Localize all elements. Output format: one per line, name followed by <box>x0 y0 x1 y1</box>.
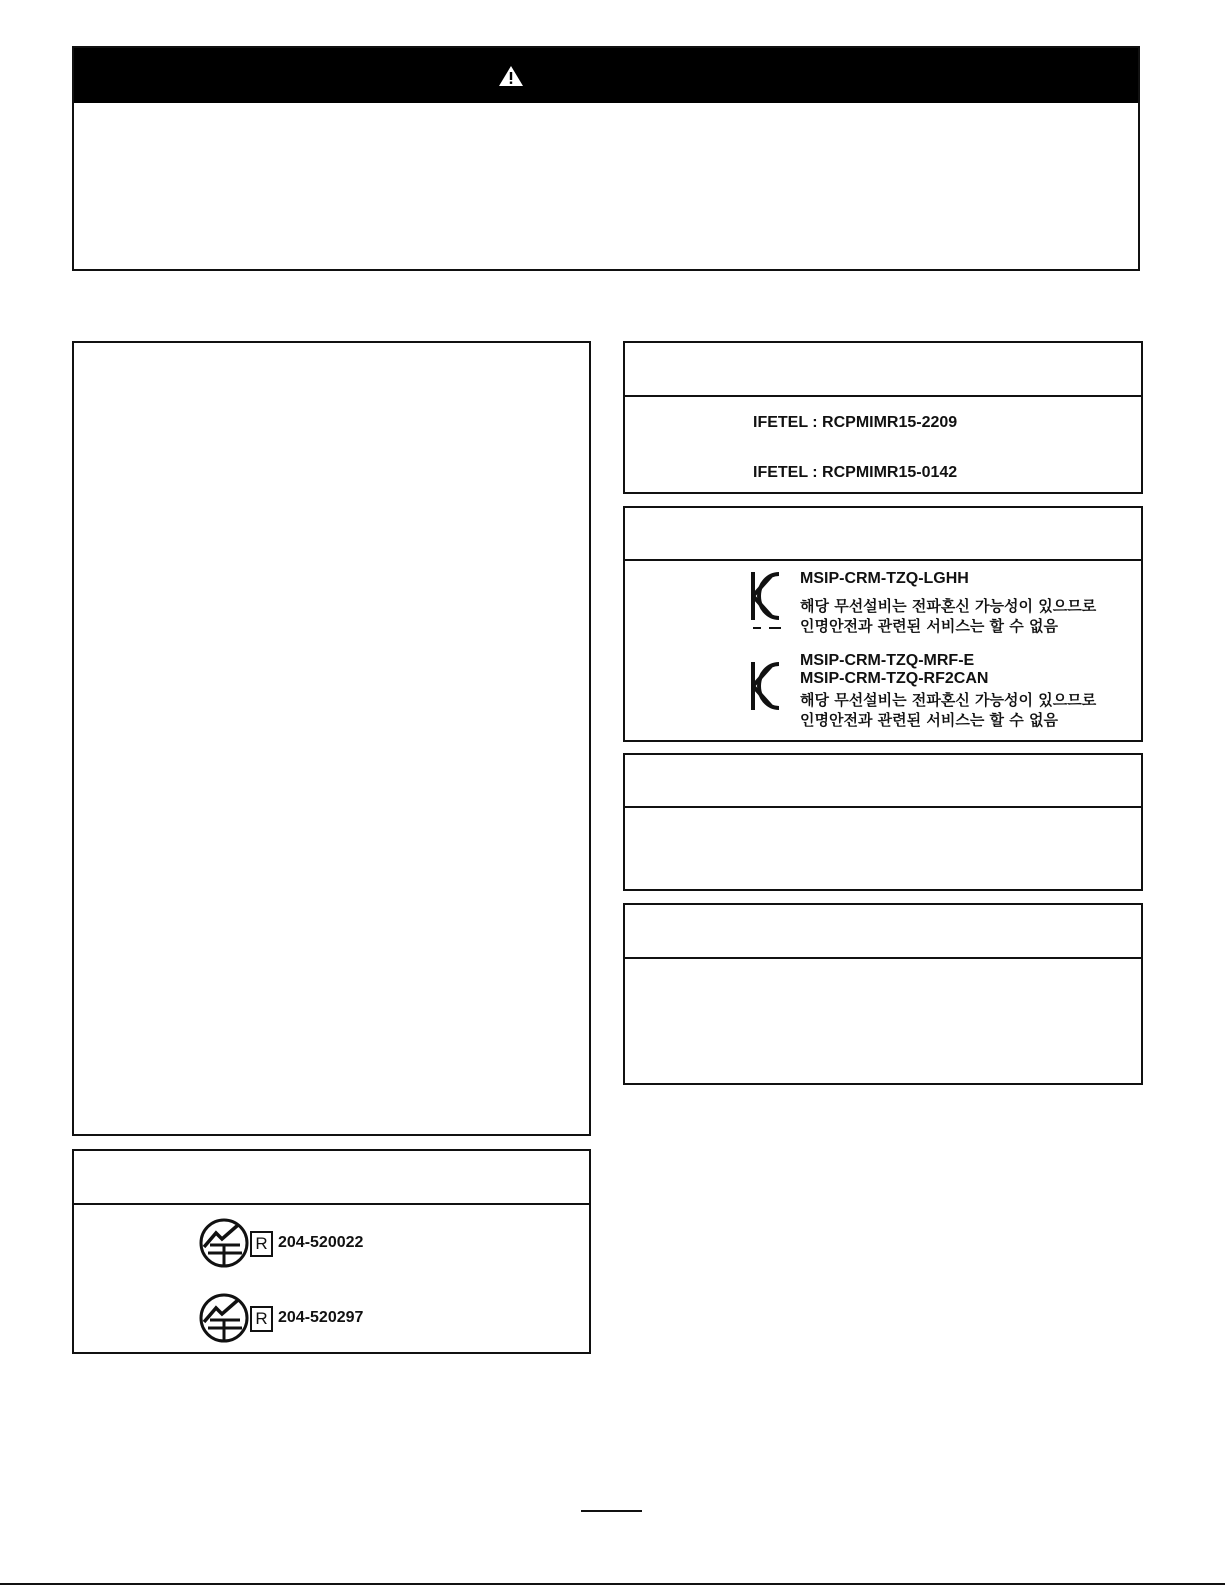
korea-notice-line: 해당 무선설비는 전파혼신 가능성이 있으므로 <box>800 597 1097 615</box>
ifetel-number-2: IFETEL : RCPMIMR15-0142 <box>753 464 958 481</box>
korea-notice-line: 인명안전과 관련된 서비스는 할 수 없음 <box>800 617 1058 635</box>
r-mark-label: R <box>255 1309 268 1328</box>
right-notice-box-4 <box>623 903 1143 1085</box>
korea-notice-line: 해당 무선설비는 전파혼신 가능성이 있으므로 <box>800 691 1097 709</box>
japan-cert-number-2: 204-520297 <box>278 1309 364 1326</box>
korea-box-header <box>625 508 1141 561</box>
r-mark-box <box>250 1231 273 1257</box>
kc-mark-icon <box>749 660 785 716</box>
r-mark-label: R <box>255 1234 268 1253</box>
warning-triangle-icon <box>498 65 524 87</box>
right-box-3-header <box>625 755 1141 808</box>
giteki-mark-icon <box>198 1292 250 1344</box>
right-box-4-header <box>625 905 1141 959</box>
mexico-box-header <box>625 343 1141 397</box>
ifetel-number-1: IFETEL : RCPMIMR15-2209 <box>753 414 958 431</box>
right-notice-box-3 <box>623 753 1143 891</box>
korea-certification-box <box>623 506 1143 742</box>
korea-cert-code: MSIP-CRM-TZQ-LGHH <box>800 570 969 587</box>
korea-notice-line: 인명안전과 관련된 서비스는 할 수 없음 <box>800 711 1058 729</box>
left-notice-box <box>72 341 591 1136</box>
korea-cert-code: MSIP-CRM-TZQ-MRF-E <box>800 652 975 669</box>
r-mark-box <box>250 1306 273 1332</box>
kc-mark-icon <box>749 570 785 630</box>
japan-certification-box <box>72 1149 591 1354</box>
warning-header-bar <box>74 48 1138 103</box>
giteki-mark-icon <box>198 1217 250 1269</box>
warning-box <box>72 46 1140 271</box>
japan-cert-number-1: 204-520022 <box>278 1234 364 1251</box>
japan-box-header <box>74 1151 589 1205</box>
korea-cert-code: MSIP-CRM-TZQ-RF2CAN <box>800 670 989 687</box>
mexico-certification-box <box>623 341 1143 494</box>
page-number-rule <box>581 1510 642 1512</box>
